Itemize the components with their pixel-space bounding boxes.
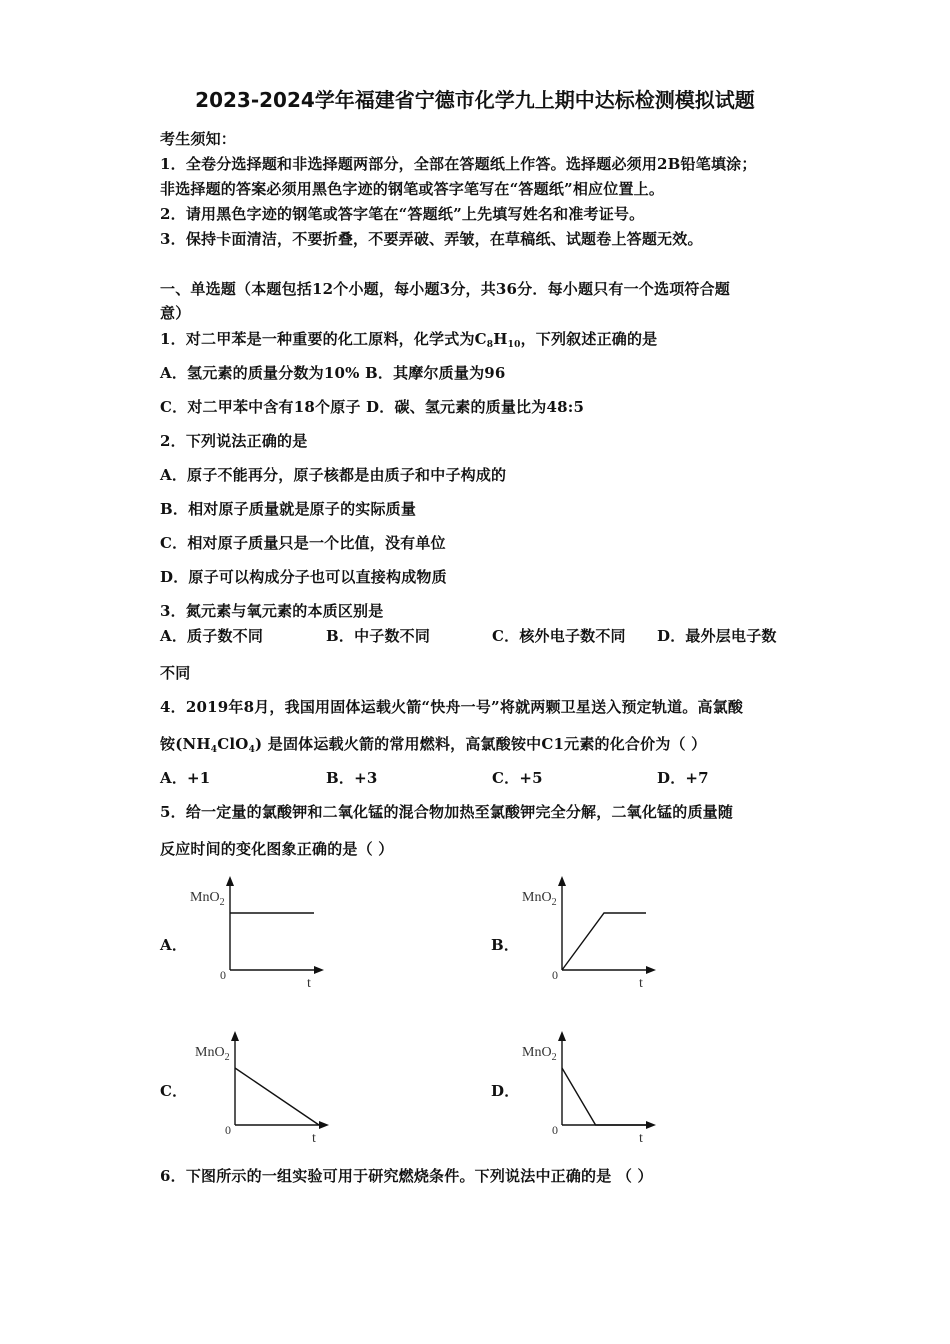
x-axis-arrow bbox=[646, 1121, 656, 1129]
question-1-options-cd: C．对二甲苯中含有18个原子 D．碳、氢元素的质量比为48:5 bbox=[160, 398, 585, 416]
origin-label: 0 bbox=[552, 968, 558, 982]
mno2-mass-line bbox=[235, 1068, 319, 1125]
question-3-option-c: C．核外电子数不同 bbox=[492, 627, 626, 645]
notice-heading: 考生须知： bbox=[160, 130, 237, 148]
question-4-option-b: B．+3 bbox=[326, 769, 378, 787]
y-axis-label: MnO$_2$ bbox=[522, 890, 557, 908]
question-4-stem: 4．2019年8月，我国用固体运载火箭“快舟一号”将就两颗卫星送入预定轨道。高氯酸 bbox=[160, 698, 744, 716]
origin-label: 0 bbox=[220, 968, 226, 982]
x-axis-label: t bbox=[639, 976, 643, 991]
y-axis-label: MnO$_2$ bbox=[522, 1045, 557, 1063]
question-4-option-c: C．+5 bbox=[492, 769, 543, 787]
x-axis-arrow bbox=[319, 1121, 329, 1129]
notice-item-1: 1．全卷分选择题和非选择题两部分，全部在答题纸上作答。选择题必须用2B铅笔填涂； bbox=[160, 155, 757, 173]
section-heading: 一、单选题（本题包括12个小题，每小题3分，共36分．每小题只有一个选项符合题 bbox=[160, 280, 730, 298]
y-axis-arrow bbox=[558, 1031, 566, 1041]
graph-d bbox=[512, 1025, 662, 1150]
question-5-stem-cont: 反应时间的变化图象正确的是（ ） bbox=[160, 840, 394, 858]
question-2-stem: 2．下列说法正确的是 bbox=[160, 432, 308, 450]
graph-a-label: A． bbox=[160, 936, 188, 954]
x-axis-arrow bbox=[646, 966, 656, 974]
x-axis-label: t bbox=[307, 976, 311, 991]
y-axis-arrow bbox=[231, 1031, 239, 1041]
x-axis-label: t bbox=[639, 1131, 643, 1146]
graph-c-label: C． bbox=[160, 1082, 188, 1100]
notice-item-1-cont: 非选择题的答案必须用黑色字迹的钢笔或答字笔写在“答题纸”相应位置上。 bbox=[160, 180, 665, 198]
x-axis-arrow bbox=[314, 966, 324, 974]
question-2-option-d: D．原子可以构成分子也可以直接构成物质 bbox=[160, 568, 447, 586]
y-axis-label: MnO$_2$ bbox=[190, 890, 225, 908]
notice-item-2: 2．请用黑色字迹的钢笔或答字笔在“答题纸”上先填写姓名和准考证号。 bbox=[160, 205, 645, 223]
y-axis-arrow bbox=[226, 876, 234, 886]
graph-c bbox=[185, 1025, 335, 1150]
y-axis-arrow bbox=[558, 876, 566, 886]
y-axis-label: MnO$_2$ bbox=[195, 1045, 230, 1063]
section-heading-cont: 意） bbox=[160, 304, 191, 322]
question-5-stem: 5．给一定量的氯酸钾和二氧化锰的混合物加热至氯酸钾完全分解，二氧化锰的质量随 bbox=[160, 803, 734, 821]
graph-b-label: B． bbox=[491, 936, 520, 954]
notice-item-3: 3．保持卡面清洁，不要折叠，不要弄破、弄皱，在草稿纸、试题卷上答题无效。 bbox=[160, 230, 703, 248]
question-4-option-d: D．+7 bbox=[657, 769, 709, 787]
page-title: 2023-2024学年福建省宁德市化学九上期中达标检测模拟试题 bbox=[195, 88, 755, 112]
mno2-mass-line bbox=[562, 1068, 646, 1125]
question-3-option-d-cont: 不同 bbox=[160, 664, 191, 682]
question-3-stem: 3．氮元素与氧元素的本质区别是 bbox=[160, 602, 384, 620]
graph-a bbox=[180, 870, 330, 995]
question-4-option-a: A．+1 bbox=[160, 769, 211, 787]
question-1-stem: 1．对二甲苯是一种重要的化工原料，化学式为$C_8H_{10}$，下列叙述正确的是 bbox=[160, 330, 658, 350]
origin-label: 0 bbox=[552, 1123, 558, 1137]
question-3-option-b: B．中子数不同 bbox=[326, 627, 431, 645]
question-3-option-d: D．最外层电子数 bbox=[657, 627, 777, 645]
question-2-option-a: A．原子不能再分，原子核都是由质子和中子构成的 bbox=[160, 466, 507, 484]
question-3-option-a: A．质子数不同 bbox=[160, 627, 264, 645]
mno2-mass-line bbox=[562, 913, 646, 970]
x-axis-label: t bbox=[312, 1131, 316, 1146]
origin-label: 0 bbox=[225, 1123, 231, 1137]
graph-b bbox=[512, 870, 662, 995]
question-6-stem: 6．下图所示的一组实验可用于研究燃烧条件。下列说法中正确的是 （ ） bbox=[160, 1167, 653, 1185]
question-1-options-ab: A．氢元素的质量分数为10% B．其摩尔质量为96 bbox=[160, 364, 506, 382]
question-2-option-b: B．相对原子质量就是原子的实际质量 bbox=[160, 500, 417, 518]
question-2-option-c: C．相对原子质量只是一个比值，没有单位 bbox=[160, 534, 446, 552]
graph-d-label: D． bbox=[491, 1082, 520, 1100]
question-4-stem-cont: 铵$(NH_4ClO_4)$ 是固体运载火箭的常用燃料，高氯酸铵中C1元素的化合价为（ ） bbox=[160, 735, 707, 755]
